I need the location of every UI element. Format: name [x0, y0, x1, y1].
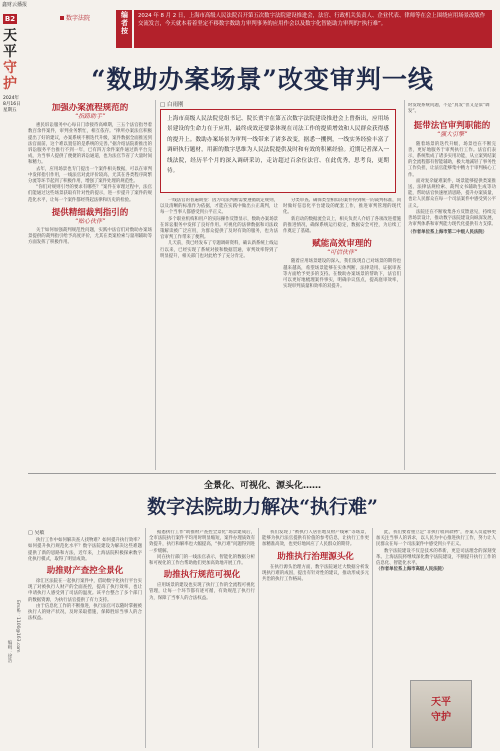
col4-text2: 随着场景的迭代升级，场景也在不断完善，更好地服务于审判执行工作。法官们表示，系统集成了诸多实用功能，从立案到结案的全流程都有智能辅助，极大地减轻了事务性工作负担，让法官能够集中精力于审判核心工作。 — [408, 141, 496, 178]
col2 — [160, 198, 278, 468]
divider — [372, 528, 373, 748]
col3-text2: 新启动的数据流会议上，相关负责人介绍了各项改进措施的推进情况，确保系统运行稳定，数据安全可控，为后续工作奠定了基础。 — [283, 216, 401, 235]
masthead-char-4: 护 — [3, 76, 17, 92]
divider — [145, 528, 146, 748]
col3-subsub: “可信伙伴” — [326, 249, 358, 257]
col3 — [283, 198, 401, 468]
second-col3-text2: 在执行源头治理方面，数字法院通过大数据分析发现执行难的成因，提出有针对性的建议，推动形成多元共治的执行工作格局。 — [262, 564, 369, 583]
second-col4-text2: 数字法院建设不仅是技术的革新，更是司法理念的深刻变革。上海法院将继续深化数字法院建设，不断提升执行工作的信息化、智能化水平。 — [376, 548, 496, 567]
byline: □ 白雨刚 — [160, 102, 184, 108]
second-col1-text3: 由于信息化工作的不断推进，执行法官可以随时掌握被执行人的财产状况，及时采取措施，保障胜诉当事人的合法权益。 — [28, 603, 142, 622]
second-col4 — [376, 530, 496, 670]
masthead-email: Email：1100@163.com — [15, 600, 20, 653]
col2-text1: 一线法官的普遍期望：因为司法判断需要遵循既定规则，以及清晰的标准作为依据，才能在实践中做出公正裁判，让每一个当事人都感受到公平正义。 — [160, 198, 278, 216]
masthead-editor: 编辑：徐浩 — [7, 640, 12, 663]
square-icon — [60, 16, 64, 20]
second-col3 — [262, 530, 369, 748]
second-col2-subhead: 助推执行规范可视化 — [163, 570, 241, 581]
masthead-weekday: 星期五 — [3, 108, 17, 113]
col4-closing: （作者单位系上海市第二中级人民法院） — [408, 230, 488, 236]
headline: “数助办案场景”改变审判一线 — [91, 65, 434, 94]
second-headline: 数字法院助力解决“执行难” — [147, 496, 378, 518]
second-byline: □ 吴敏 — [28, 530, 45, 536]
lead-text: 上海市高级人民法院党组书记、院长贾宇在第五次数字法院建设推进会上曾指出，应用场景建设的生命力在于应用，最终成效还要靠体现在司法工作的提质增效和人民群众获得感的提升上。数助办案场景为审判一线带来了诸多改变，据悉一攫例，一线实务经验丰富了调研执行题材，用新的数字思维为人民法院提供及时和有效的积累经验。近期记者深入一线法院，经历半个月的深入调研采访，走访超过百余位法官、在此优秀，思考良，更期待。 — [167, 116, 389, 175]
masthead — [3, 28, 27, 113]
col1-subhead1: 加强办案流程规范的 — [51, 103, 129, 113]
col3-text1: 分类审查。确保类型相似的案件得到统一的裁判标准，同时做好信息化平台建设的配套工作，推进审判管理的现代化。 — [283, 198, 401, 216]
divider — [155, 100, 156, 470]
lead-box — [160, 109, 396, 193]
col1-text2: 去年，应用场景也专门提出一个案件相关数据，可以在审判中发挥指引作用，一线法官对此评价较高，尤其在各类程序简繁分流等环节起到了积极作用，增强了案件处理的规范性。 — [28, 166, 152, 185]
divider — [258, 528, 259, 748]
col4-subhead: 挺带法官审判职能的 — [413, 121, 491, 132]
col1 — [28, 103, 152, 468]
second-col1-text1: 执行工作中如何解决查人找物难？如何提升执行效率？如何提升执行规范化水平？数字法院建设为解决这些难题提供了新的思路和方法，近年来，上海法院积极探索数字化执行模式，取得了明显成效。 — [28, 538, 142, 562]
second-col1-text2: 徐汇区法院在一起执行案件中，借助数字化执行平台实现了对被执行人财产的全面查控，提高了执行效率，也让申请执行人感受到了司法的温度。该平台整合了多个部门的数据资源，为执行法官提供了有力支持。 — [28, 579, 142, 603]
col1-subsub1: “指路助手” — [74, 113, 106, 120]
col4 — [408, 103, 496, 468]
col4-text3: 面对复杂疑难案件，场景能够提供类案推送、法律法规检索、裁判文书辅助生成等功能，帮助法官快速厘清思路，提升办案质量，也让人民群众在每一个司法案件中感受到公平正义。 — [408, 178, 496, 209]
editor-note-tag-label: 编者按 — [120, 11, 129, 35]
divider — [404, 100, 405, 470]
masthead-date2: 8月16日 — [3, 102, 21, 107]
editor-note: 2024 年 8 月 2 日，上海市高级人民法院召开第五次数字法院建设推进会，法官、行政机关负责人、企业代表、律师等在会上围绕应用场景改版作交流发言，今天就本着着坚定不移数字数助力审判事务的应用作会以及数字化智能助力审判的“执行难”。 — [134, 10, 492, 48]
col2-text3: 儿天前，我已经发布了专题调研资料，确认新系统上线运行以来，已经实现了系统对接和数据贯通，审判效率得到了明显提升，相关部门也对此给予了充分肯定。 — [160, 241, 278, 259]
masthead-char-3: 守 — [3, 60, 17, 76]
col1-subsub2: “贴心伙伴” — [74, 217, 106, 225]
second-col4-text1: 此，我们要着重立足“非执行收回款物”，办案人员能够更加关注当事人的诉求，以人民为中心推进执行工作，努力让人民群众在每一个司法案件中感受到公平正义。 — [376, 530, 496, 548]
col4-text4: 法院还在不断收集各方反馈意见，持续完善场景设计，推动数字法院建设向纵深发展，为审判体系和审判能力现代化提供有力支撑。 — [408, 209, 496, 228]
col3-text3: 随着应用场景建设的深入，我们发现自己对场景的期待也越来越高，希望场景能够在实体判断、法律适用、证据审查等方面给予更多的支持。在数助办案场景的帮助下，法官们可以更好地梳理案件事实，明确争议焦点，提高庭审效率，实现审判质量和效率的双提升。 — [283, 259, 401, 290]
col4-text1: 时发现系统问题，不是“真发”但又是似“调发”。 — [408, 103, 490, 115]
col1-text3: “你们对规则引导的要求有哪些？”案件在审理过程中，法官们能通过这些场景获取有针对性的提示，进一步提升了案件的规范化水平，让每一个案件都经得起法律和历史的检验。 — [28, 185, 152, 203]
col3-subhead: 赋能高效审理的 — [312, 239, 372, 250]
second-col4-closing: （作者单位系上海市高级人民法院） — [376, 567, 447, 573]
col2-text2: 多个职业机构和用户的实际操作反馈显示，数助办案场景在诉讼服务中发挥了良好作用。可视化的法律数据和司法政策解读被广泛应用，为群众提供了及时有效的服务，也为法官审判工作带来了便利。 — [160, 216, 278, 241]
col1-text1: 惠民诉讼服务中心每日门诊接待高峰期，三五个法官指导着数百余件案件，审判业务繁忙，相互依存。“律所办案法官积极提出了好的建议，办案系统不断迭代升级，案件数据全面推送到法官面前，这个难以置信的是系统的完善。”据介绍法院新推出的诉讼服务平台推行不到一年，已有四万余件案件通过新平台完成，为当事人提供了便捷的诉讼通道，也为法官节省了大量时间和精力。 — [28, 123, 152, 166]
left-corner-label: 鑫财云播报 — [2, 2, 28, 8]
second-col2 — [149, 530, 255, 748]
second-col1 — [28, 530, 142, 748]
stamp-line1: 天平 — [431, 697, 451, 708]
second-col3-subhead: 助推执行治理源头化 — [277, 551, 354, 562]
section-tag-label: 数字法院 — [66, 15, 91, 22]
masthead-char-1: 天 — [3, 28, 17, 44]
masthead-date: 2024年 — [3, 96, 19, 101]
stamp-line2: 守护 — [431, 712, 451, 723]
second-kicker: 全景化、可视化、源头化…… — [203, 481, 321, 491]
section-divider — [28, 473, 496, 474]
second-col2-text3: 应用场景的建设也实现了执行工作的全流程可视化管理，让每一个环节都有迹可循，有效规范了执行行为，保障了当事人的合法权益。 — [149, 583, 255, 601]
second-col2-text1: 据悉执行工作“助推财产查控全景化”场景建成后，全市法院执行案件平均用时明显缩短，案件办理质效有效提升，执行和解率也大幅提高，“执行难”问题得到进一步缓解。 — [149, 530, 255, 554]
col1-text4: 关于如何加强裁判规范性问题，实践中法官们对数助办案场景提供的裁判指引给予高度评价，尤其在类案检索与量刑辅助等方面发挥了积极作用。 — [28, 228, 152, 246]
second-col2-text2: 同在执行部门的一线法官表示，智能化的数据分析和可视化的工作台帮助他们更加高效地开展工作。 — [149, 554, 255, 567]
editor-note-tag — [116, 10, 132, 48]
stamp-graphic — [410, 680, 472, 748]
second-col1-subhead: 助推财产查控全景化 — [46, 566, 124, 577]
col1-subhead2: 提供精细裁判指引的 — [51, 207, 129, 218]
section-tag — [60, 14, 116, 24]
header-code: B2 — [4, 15, 16, 23]
col4-subsub: “强大引擎” — [436, 131, 468, 139]
second-col3-text1: 我们发现了“被执行人居住地及财产线索”等场景，能够为执行法官提供有价值的参考信息，让执行工作更加精准高效，也更好地回应了人民群众的期待。 — [262, 530, 369, 548]
masthead-char-2: 平 — [3, 44, 17, 60]
